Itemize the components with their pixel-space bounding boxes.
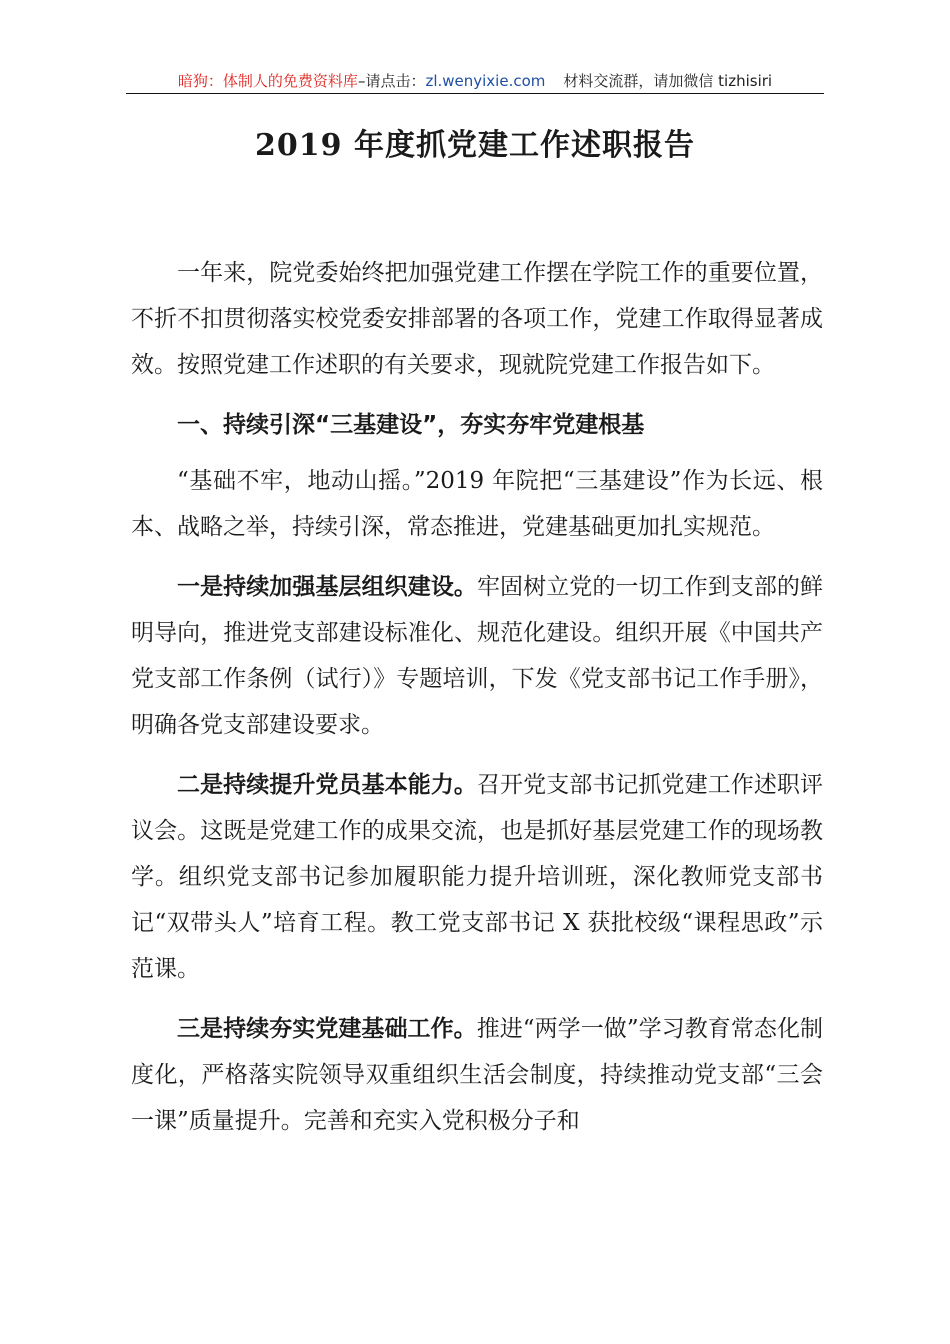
item-3-lead: 三是持续夯实党建基础工作。 xyxy=(177,1015,477,1042)
item-3-paragraph xyxy=(131,1006,823,1144)
intro-paragraph: 一年来，院党委始终把加强党建工作摆在学院工作的重要位置，不折不扣贯彻落实校党委安排部署的各项工作，党建工作取得显著成效。按照党建工作述职的有关要求，现就院党建工作报告如下。 xyxy=(131,260,823,378)
document-body xyxy=(131,250,823,1158)
item-1-text: 牢固树立党的一切工作到支部的鲜明导向，推进党支部建设标准化、规范化建设。组织开展《中国共产党支部工作条例（试行）》专题培训，下发《党支部书记工作手册》，明确各党支部建设要求。 xyxy=(131,574,824,738)
section-heading-1: 一、持续引深“三基建设”，夯实夯牢党建根基 xyxy=(177,412,645,438)
item-1-paragraph xyxy=(131,564,823,748)
item-3-text: 推进“两学一做”学习教育常态化制度化，严格落实院领导双重组织生活会制度，持续推动党支部“三会一课”质量提升。完善和充实入党积极分子和 xyxy=(131,1016,823,1134)
item-2-paragraph xyxy=(131,762,823,992)
item-1-lead: 一是持续加强基层组织建设。 xyxy=(177,573,477,600)
header-click-prompt: –请点击： xyxy=(357,72,426,90)
header-site-name: 暗狗：体制人的免费资料库 xyxy=(177,72,358,90)
section-1-intro-paragraph: “基础不牢，地动山摇。”2019 年院把“三基建设”作为长远、根本、战略之举，持续引深，常态推进，党建基础更加扎实规范。 xyxy=(131,468,823,540)
item-2-lead: 二是持续提升党员基本能力。 xyxy=(177,771,477,798)
item-2-text: 召开党支部书记抓党建工作述职评议会。这既是党建工作的成果交流，也是抓好基层党建工作的现场教学。组织党支部书记参加履职能力提升培训班，深化教师党支部书记“双带头人”培育工程。教工党支部书记 X 获批校级“课程思政”示范课。 xyxy=(131,772,824,982)
page-header-banner xyxy=(126,70,824,92)
document-title: 2019 年度抓党建工作述职报告 xyxy=(255,128,695,163)
header-site-link[interactable]: zl.wenyixie.com xyxy=(425,72,546,90)
header-wechat-note: 材料交流群，请加微信 tizhisiri xyxy=(563,72,773,90)
header-divider xyxy=(126,93,824,94)
